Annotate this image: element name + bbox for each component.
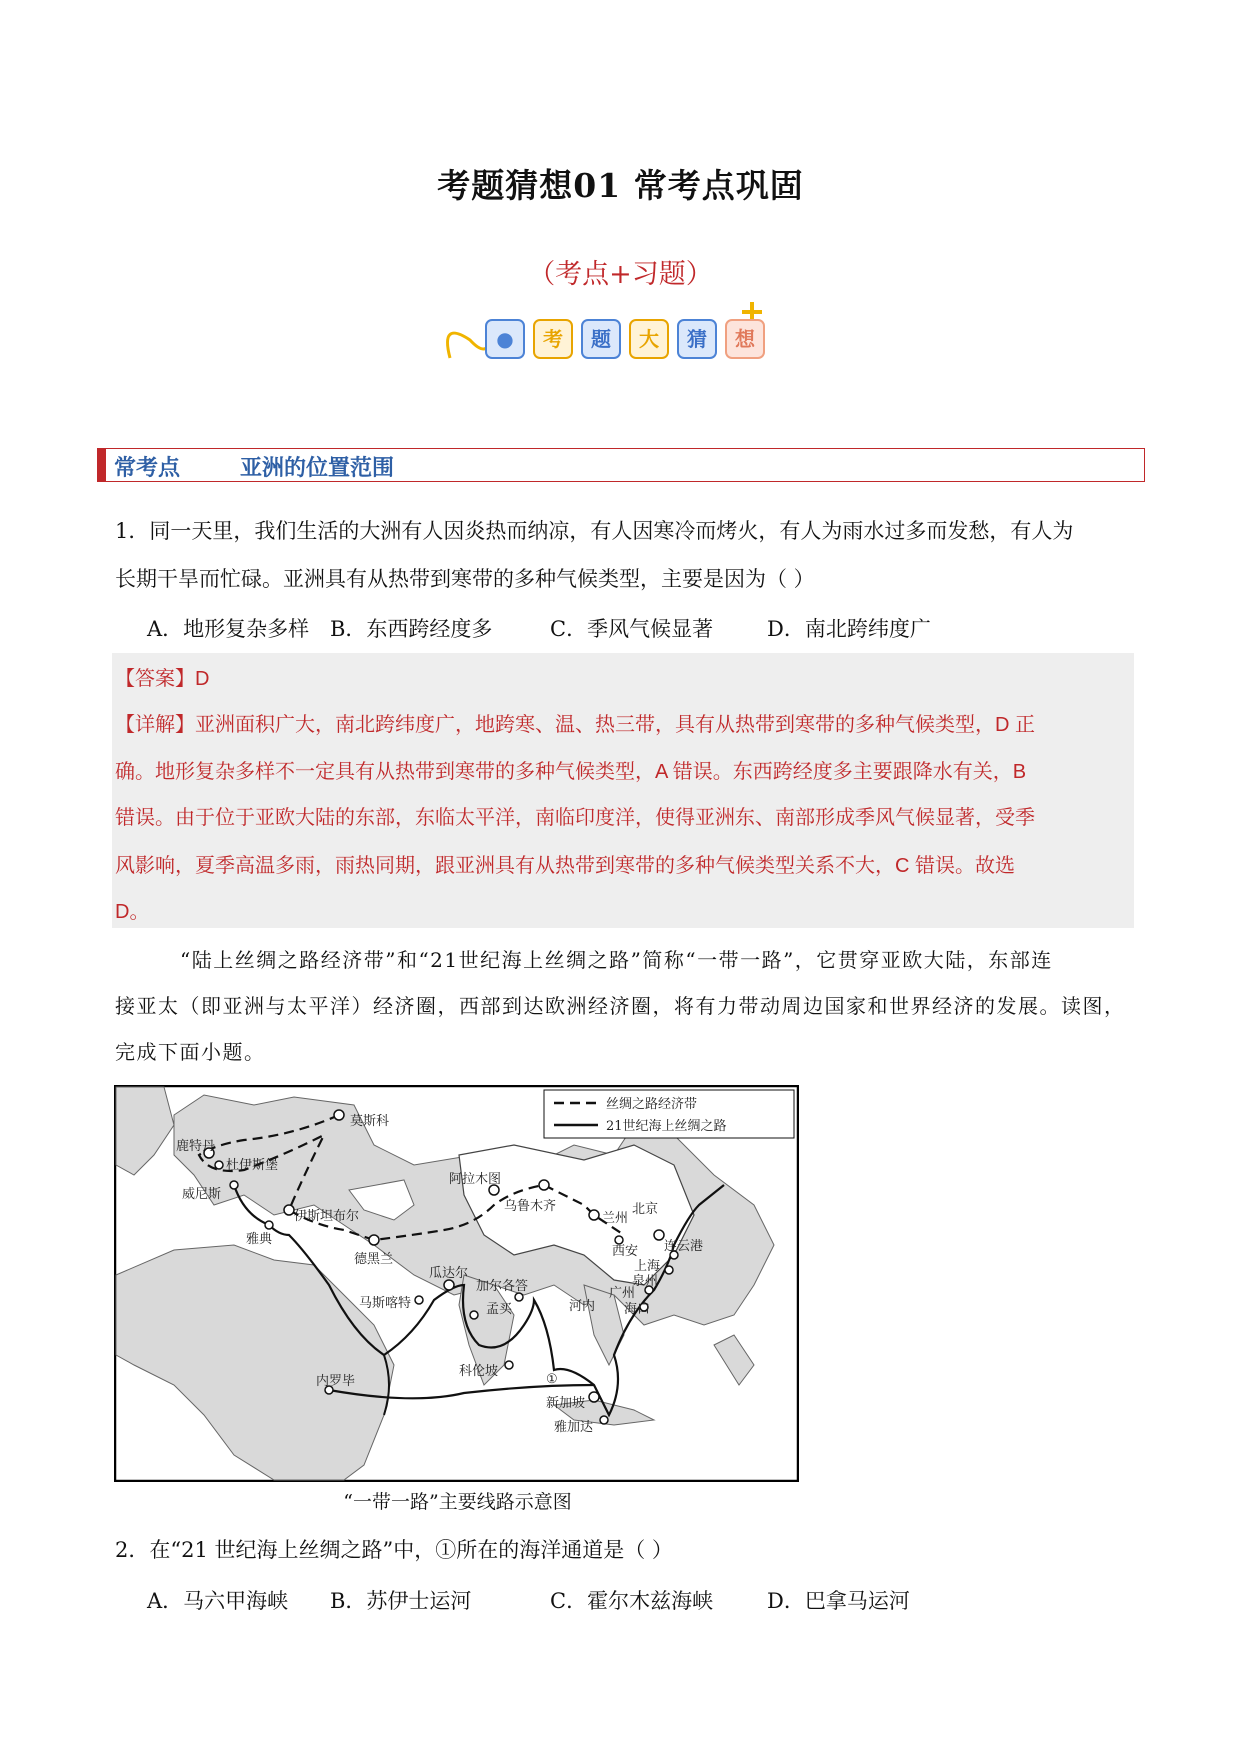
label-muscat: 马斯喀特 (359, 1296, 412, 1311)
label-haikou: 海口 (624, 1302, 651, 1317)
q1-option-d[interactable]: D．南北跨纬度广 (767, 617, 931, 641)
legend-maritime: 21世纪海上丝绸之路 (606, 1119, 727, 1134)
label-shanghai: 上海 (634, 1259, 661, 1274)
label-xian: 西安 (612, 1244, 639, 1259)
answer-box (112, 653, 1134, 928)
section-header (97, 448, 1145, 482)
q1-option-a[interactable]: A．地形复杂多样 (147, 617, 310, 641)
label-guangzhou: 广州 (609, 1286, 636, 1301)
question-1-line-1: 1．同一天里，我们生活的大洲有人因炎热而纳凉，有人因寒冷而烤火，有人为雨水过多而发愁，有人为 (115, 519, 1074, 543)
banner-char: 想 (735, 327, 755, 351)
label-gwadar: 瓜达尔 (429, 1266, 469, 1281)
label-colombo: 科伦坡 (459, 1364, 499, 1379)
detail-line-2: 确。地形复杂多样不一定具有从热带到寒带的多种气候类型，A 错误。东西跨经度多主要跟降水有关，B (115, 761, 1027, 783)
label-rotterdam: 鹿特丹 (176, 1139, 216, 1154)
page-title: 考题猜想01 常考点巩固 (437, 166, 804, 205)
detail-line-5: D。 (115, 901, 150, 923)
belt-road-map (114, 1085, 799, 1482)
label-istanbul: 伊斯坦布尔 (294, 1209, 360, 1224)
label-jakarta: 雅加达 (554, 1420, 594, 1435)
label-hanoi: 河内 (569, 1299, 596, 1314)
label-marker-1: ① (546, 1372, 558, 1387)
detail-line-3: 错误。由于位于亚欧大陆的东部，东临太平洋，南临印度洋，使得亚洲东、南部形成季风气候显著，受季 (115, 807, 1035, 829)
label-moscow: 莫斯科 (350, 1114, 390, 1129)
page-subtitle: （考点+习题） (528, 259, 713, 290)
detail-line-1: 【详解】亚洲面积广大，南北跨纬度广，地跨寒、温、热三带，具有从热带到寒带的多种气候类型，D 正 (115, 714, 1035, 736)
label-lanzhou: 兰州 (602, 1211, 629, 1226)
q1-option-b[interactable]: B．东西跨经度多 (330, 617, 493, 641)
banner-char: 猜 (687, 327, 707, 351)
passage-line-1: “陆上丝绸之路经济带”和“21世纪海上丝绸之路”简称“一带一路”，它贯穿亚欧大陆，东部连 (180, 948, 1053, 972)
passage-line-3: 完成下面小题。 (115, 1040, 266, 1064)
label-venice: 威尼斯 (182, 1187, 222, 1202)
label-mumbai: 孟买 (486, 1302, 513, 1317)
detail-line-4: 风影响，夏季高温多雨，雨热同期，跟亚洲具有从热带到寒带的多种气候类型关系不大，C 错误。故选 (115, 855, 1015, 877)
label-athens: 雅典 (246, 1232, 273, 1247)
label-urumqi: 乌鲁木齐 (504, 1199, 557, 1214)
guess-banner (440, 300, 800, 380)
label-singapore: 新加坡 (546, 1396, 586, 1411)
banner-char: ● (496, 327, 514, 351)
label-duisburg: 杜伊斯堡 (226, 1158, 279, 1173)
label-almaty: 阿拉木图 (449, 1172, 502, 1187)
banner-char: 大 (639, 327, 659, 351)
answer-line: 【答案】D (115, 668, 210, 690)
passage-line-2: 接亚太（即亚洲与太平洋）经济圈，西部到达欧洲经济圈，将有力带动周边国家和世界经济的发展。读图， (115, 994, 1126, 1018)
banner-char: 考 (543, 327, 563, 351)
label-tehran: 德黑兰 (354, 1252, 394, 1267)
legend-belt: 丝绸之路经济带 (606, 1097, 698, 1112)
label-quanzhou: 泉州 (632, 1274, 659, 1289)
label-beijing: 北京 (632, 1202, 659, 1217)
section-bar (98, 449, 106, 481)
q2-option-d[interactable]: D．巴拿马运河 (767, 1589, 910, 1613)
map-caption: “一带一路”主要线路示意图 (343, 1491, 572, 1513)
question-2-line-1: 2．在“21 世纪海上丝绸之路”中，①所在的海洋通道是（ ） (115, 1538, 673, 1562)
label-kolkata: 加尔各答 (476, 1279, 529, 1294)
question-1-line-2: 长期干旱而忙碌。亚洲具有从热带到寒带的多种气候类型，主要是因为（ ） (115, 567, 815, 591)
label-nairobi: 内罗毕 (316, 1374, 356, 1389)
q2-option-a[interactable]: A．马六甲海峡 (147, 1589, 289, 1613)
section-title: 亚洲的位置范围 (240, 455, 395, 481)
label-lianyungang: 连云港 (664, 1239, 704, 1254)
q1-option-c[interactable]: C．季风气候显著 (550, 617, 714, 641)
banner-char: 题 (591, 327, 611, 351)
section-label: 常考点 (114, 455, 181, 481)
q2-option-c[interactable]: C．霍尔木兹海峡 (550, 1589, 714, 1613)
q2-option-b[interactable]: B．苏伊士运河 (330, 1589, 472, 1613)
